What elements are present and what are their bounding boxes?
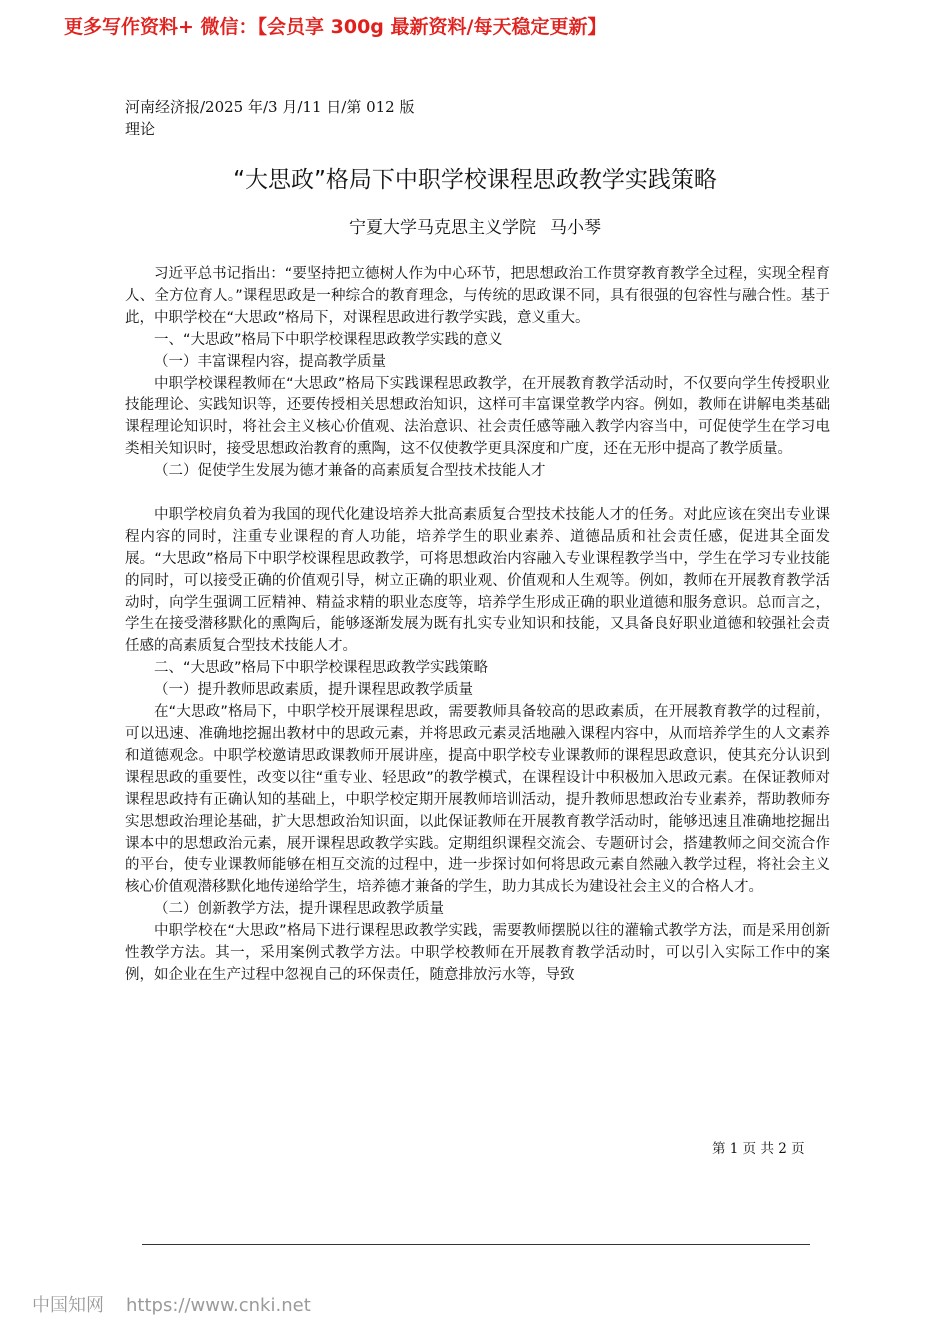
source-line: 河南经济报/2025 年/3 月/11 日/第 012 版理论 — [125, 98, 415, 138]
paragraph: 中职学校肩负着为我国的现代化建设培养大批高素质复合型技术技能人才的任务。对此应该在突出专业课程内容的同时，注重专业课程的育人功能，培养学生的职业素养、道德品质和社会责任感，促进其全面发展。“大思政”格局下中职学校课程思政教学，可将思想政治内容融入专业课程教学当中，学生在学习专业技能的同时，可以接受正确的价值观引导，树立正确的职业观、价值观和人生观等。例如，教师在开展教育教学活动时，向学生强调工匠精神、精益求精的职业态度等，培养学生形成正确的职业道德和服务意识。总而言之，学生在接受潜移默化的熏陶后，能够逐渐发展为既有扎实专业知识和技能，又具备良好职业道德和较强社会责任感的高素质复合型技术技能人才。 — [125, 506, 830, 655]
subsection-heading: （二）创新教学方法，提升课程思政教学质量 — [154, 901, 444, 918]
paragraph: 中职学校课程教师在“大思政”格局下实践课程思政教学，在开展教育教学活动时，不仅要向学生传授职业技能理论、实践知识等，还要传授相关思想政治知识，这样可丰富课堂教学内容。例如，教师在讲解电类基础课程理论知识时，将社会主义核心价值观、法治意识、社会责任感等融入教学内容当中，可促使学生在学习电类相关知识时，接受思想政治教育的熏陶，这不仅使教学更具深度和广度，还在无形中提高了教学质量。 — [125, 375, 830, 458]
blank-line — [125, 483, 830, 505]
page-number: 第 1 页 共 2 页 — [712, 1141, 805, 1157]
paragraph: 中职学校在“大思政”格局下进行课程思政教学实践，需要教师摆脱以往的灌输式教学方法，而是采用创新性教学方法。其一，采用案例式教学方法。中职学校教师在开展教育教学活动时，可以引入实际工作中的案例，如企业在生产过程中忽视自己的环保责任，随意排放污水等，导致 — [125, 923, 830, 983]
footer — [32, 1294, 311, 1318]
paragraph: 习近平总书记指出：“要坚持把立德树人作为中心环节，把思想政治工作贯穿教育教学全过程，实现全程育人、全方位育人。”课程思政是一种综合的教育理念，与传统的思政课不同，具有很强的包容性与融合性。基于此，中职学校在“大思政”格局下，对课程思政进行教学实践，意义重大。 — [125, 266, 830, 326]
article-body — [125, 264, 830, 987]
site-url[interactable]: https://www.cnki.net — [126, 1295, 311, 1316]
section-heading: 二、“大思政”格局下中职学校课程思政教学实践策略 — [154, 660, 489, 677]
article-title: “大思政”格局下中职学校课程思政教学实践策略 — [233, 167, 717, 193]
author-affiliation: 宁夏大学马克思主义学院 — [349, 218, 536, 238]
site-name: 中国知网 — [32, 1295, 104, 1316]
promo-banner: 更多写作资料+ 微信：【会员享 300g 最新资料/每天稳定更新】 — [64, 16, 607, 38]
subsection-heading: （一）提升教师思政素质，提升课程思政教学质量 — [154, 682, 473, 699]
footer-divider — [142, 1244, 810, 1245]
author-name: 马小琴 — [550, 218, 601, 238]
subsection-heading: （二）促使学生发展为德才兼备的高素质复合型技术技能人才 — [154, 463, 546, 480]
author-line — [0, 215, 950, 241]
section-heading: 一、“大思政”格局下中职学校课程思政教学实践的意义 — [154, 331, 503, 348]
subsection-heading: （一）丰富课程内容，提高教学质量 — [154, 353, 386, 370]
paragraph: 在“大思政”格局下，中职学校开展课程思政，需要教师具备较高的思政素质，在开展教育教学的过程前，可以迅速、准确地挖掘出教材中的思政元素，并将思政元素灵活地融入课程内容中，从而培养学生的人文素养和道德观念。中职学校邀请思政课教师开展讲座，提高中职学校专业课教师的课程思政意识，使其充分认识到课程思政的重要性，改变以往“重专业、轻思政”的教学模式，在课程设计中积极加入思政元素。在保证教师对课程思政持有正确认知的基础上，中职学校定期开展教师培训活动，提升教师思想政治专业素养，帮助教师夯实思想政治理论基础，扩大思想政治知识面，以此保证教师在开展教育教学活动时，能够迅速且准确地挖掘出课本中的思想政治元素，展开课程思政教学实践。定期组织课程交流会、专题研讨会，搭建教师之间交流合作的平台，使专业课教师能够在相互交流的过程中，进一步探讨如何将思政元素自然融入教学过程，将社会主义核心价值观潜移默化地传递给学生，培养德才兼备的学生，助力其成长为建设社会主义的合格人才。 — [125, 704, 830, 896]
